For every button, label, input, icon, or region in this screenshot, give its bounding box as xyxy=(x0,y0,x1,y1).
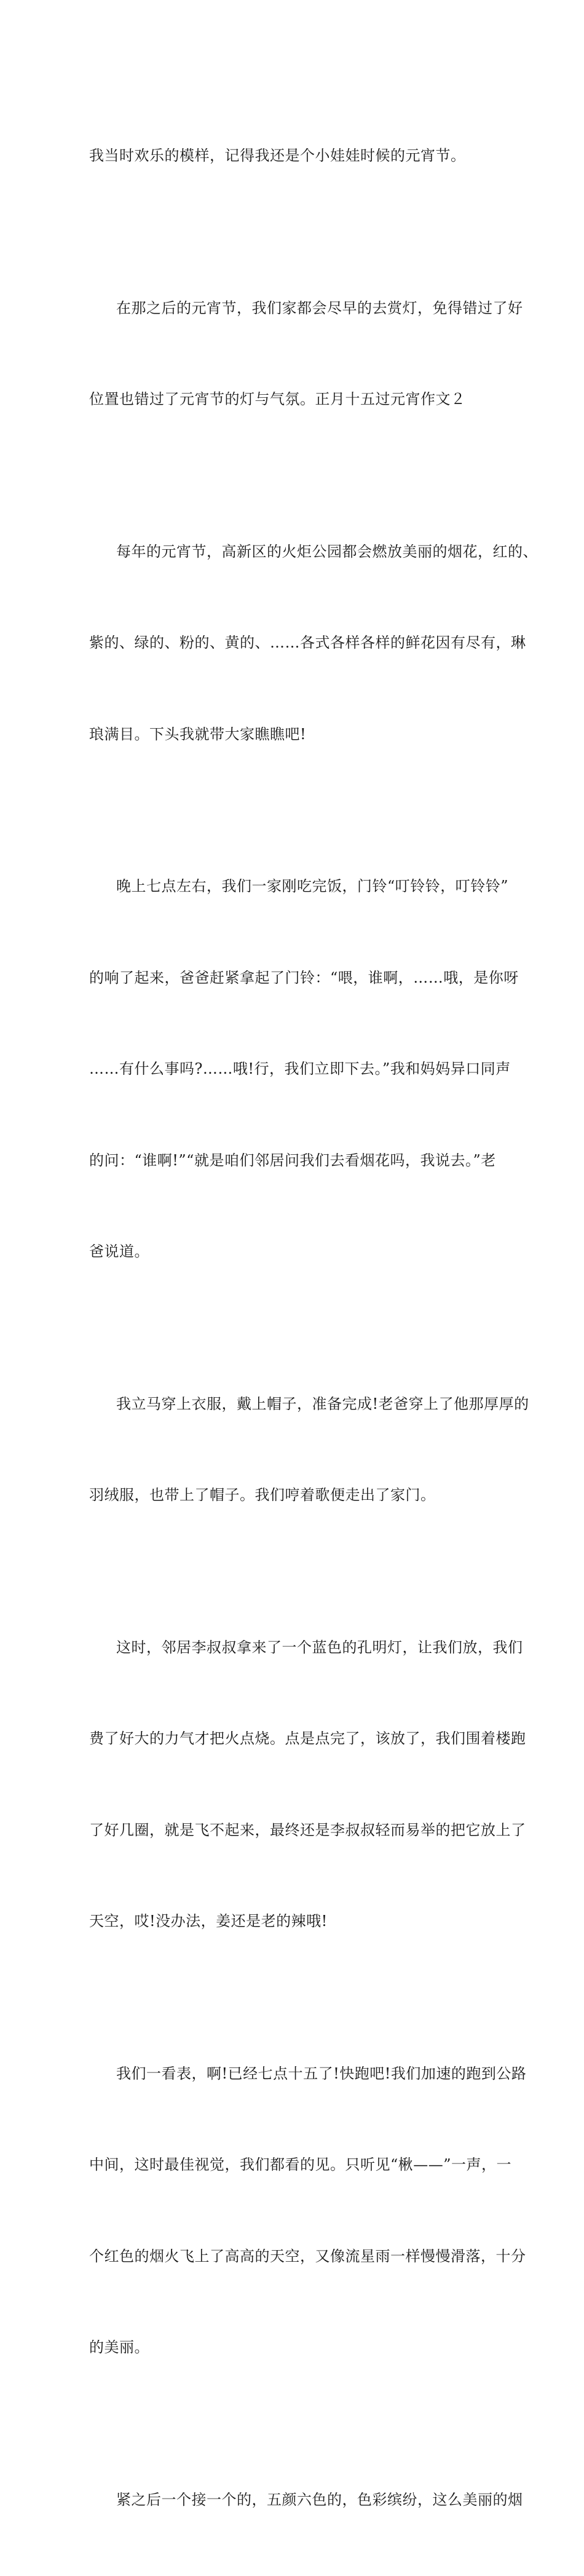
text-line: 的问：“谁啊!”“就是咱们邻居问我们去看烟花吗，我说去。”老 xyxy=(89,1146,507,1176)
text-line: 天空，哎!没办法，姜还是老的辣哦! xyxy=(89,1906,507,1937)
text-line: 了好几圈，就是飞不起来，最终还是李叔叔轻而易举的把它放上了 xyxy=(89,1815,507,1846)
text-line: 的美丽。 xyxy=(89,2332,507,2363)
paragraph-3 xyxy=(89,476,507,811)
text-line: 费了好大的力气才把火点烧。点是点完了，该放了，我们围着楼跑 xyxy=(89,1724,507,1754)
paragraph-5 xyxy=(89,1328,507,1572)
text-line: 晚上七点左右，我们一家刚吃完饭，门铃“叮铃铃，叮铃铃” xyxy=(89,871,507,902)
text-line: 中间，这时最佳视觉，我们都看的见。只听见“楸——”一声，一 xyxy=(89,2150,507,2181)
paragraph-6 xyxy=(89,1572,507,1998)
text-line: 在那之后的元宵节，我们家都会尽早的去赏灯，免得错过了好 xyxy=(89,293,507,324)
text-line: 羽绒服，也带上了帽子。我们哼着歌便走出了家门。 xyxy=(89,1480,507,1511)
document-page xyxy=(0,0,584,826)
text-line: 我们一看表，啊!已经七点十五了!快跑吧!我们加速的跑到公路 xyxy=(89,2059,507,2090)
text-line: 位置也错过了元宵节的灯与气氛。正月十五过元宵作文２ xyxy=(89,384,507,415)
text-line: 琅满目。下头我就带大家瞧瞧吧! xyxy=(89,719,507,750)
paragraph-2 xyxy=(89,232,507,476)
document-body xyxy=(89,80,507,2576)
text-line: ……有什么事吗?……哦!行，我们立即下去。”我和妈妈异口同声 xyxy=(89,1054,507,1085)
paragraph-4 xyxy=(89,810,507,1328)
paragraph-1 xyxy=(89,80,507,232)
text-line: 我当时欢乐的模样，记得我还是个小娃娃时候的元宵节。 xyxy=(89,141,507,172)
paragraph-7 xyxy=(89,1998,507,2424)
text-line: 个红色的烟火飞上了高高的天空，又像流星雨一样慢慢滑落，十分 xyxy=(89,2241,507,2272)
text-line: 紧之后一个接一个的，五颜六色的，色彩缤纷，这么美丽的烟 xyxy=(89,2485,507,2516)
paragraph-8 xyxy=(89,2424,507,2576)
text-line: 紫的、绿的、粉的、黄的、……各式各样各样的鲜花因有尽有，琳 xyxy=(89,628,507,659)
text-line: 的响了起来，爸爸赶紧拿起了门铃：“喂，谁啊，……哦，是你呀 xyxy=(89,963,507,994)
text-line: 这时，邻居李叔叔拿来了一个蓝色的孔明灯，让我们放，我们 xyxy=(89,1633,507,1663)
text-line: 每年的元宵节，高新区的火炬公园都会燃放美丽的烟花，红的、 xyxy=(89,537,507,568)
text-line: 爸说道。 xyxy=(89,1237,507,1267)
text-line: 我立马穿上衣服，戴上帽子，准备完成!老爸穿上了他那厚厚的 xyxy=(89,1389,507,1420)
